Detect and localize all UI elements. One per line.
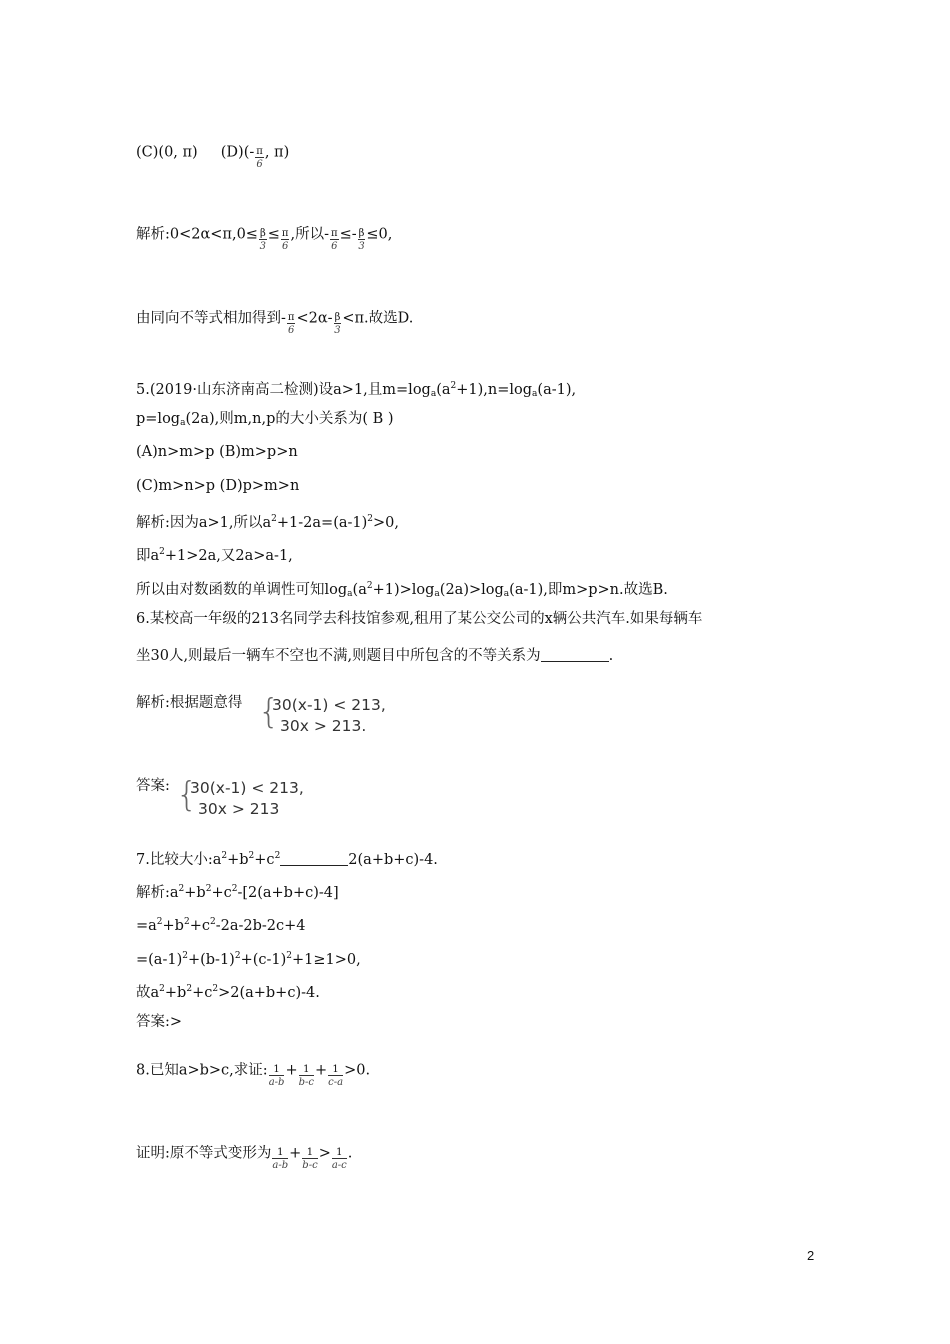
q5-options-ab: (A)n>m>p (B)m>p>n — [136, 444, 298, 460]
answer-blank — [541, 647, 609, 662]
q5-solution-line3: 所以由对数函数的单调性可知$\log_a(a^2+1)>\log_a(2a)>\log_a(a-1)$,即m>p>n.故选B. — [136, 581, 668, 599]
q6-question-line1: 6.某校高一年级的213名同学去科技馆参观,租用了某公交公司的x辆公共汽车.如果每辆车 — [136, 611, 703, 627]
q4-options-cd: (C)(0, π) (D)(- $\frac{\pi}{6}$ , π) — [136, 144, 290, 170]
brace-icon: { — [258, 692, 280, 732]
q7-solution-line3: $=(a-1)^2+(b-1)^2+(c-1)^2+1\ge 1>0$, — [136, 951, 361, 968]
q7-answer: 答案:> — [136, 1014, 183, 1030]
q8-question: 8.已知a>b>c,求证: $\frac{1}{a-b}$ + $\frac{1}{b-c}$ + $\frac{1}{c-a}$ >0. — [136, 1062, 371, 1088]
brace-icon: { — [176, 775, 198, 815]
q6-answer-label: 答案: — [136, 778, 170, 794]
q7-solution-line2: $=a^2+b^2+c^2-2a-2b-2c+4$ — [136, 917, 306, 934]
q7-solution-line1: 解析$:a^2+b^2+c^2-[2(a+b+c)-4]$ — [136, 884, 339, 901]
q7-question: 7.比较大小$:a^2+b^2+c^2$ 2(a+b+c)-4. — [136, 851, 438, 868]
q5-options-cd: (C)m>n>p (D)p>m>n — [136, 478, 300, 494]
answer-blank — [280, 851, 348, 866]
q5-solution-line1: 解析:因为a>1,所以$a^2+1-2a=(a-1)^2>0$, — [136, 514, 400, 531]
q5-question-line1: 5.(2019·山东济南高二检测)设a>1,且$m=\log_a(a^2+1),n=\log_a(a-1)$, — [136, 381, 577, 399]
q8-proof: 证明:原不等式变形为 $\frac{1}{a-b}$ + $\frac{1}{b-c}$ > $\frac{1}{a-c}$ . — [136, 1145, 353, 1171]
q5-question-line2: $p=\log_a(2a)$,则m,n,p的大小关系为( B ) — [136, 411, 394, 428]
q5-solution-line2: 即$a^2+1>2a$,又2a>a-1, — [136, 547, 293, 564]
page-number: 2 — [807, 1248, 815, 1263]
q6-question-line2: 坐30人,则最后一辆车不空也不满,则题目中所包含的不等关系为 . — [136, 648, 614, 664]
q4-solution: 解析:0<2α<π,0≤ $\frac{\beta}{3}$ ≤ $\frac{\pi}{6}$ ,所以- $\frac{\pi}{6}$ ≤- $\frac{\beta}{3}$ ≤0, — [136, 226, 393, 252]
q4-conclusion: 由同向不等式相加得到- $\frac{\pi}{6}$ <2α- $\frac{\beta}{3}$ <π.故选D. — [136, 310, 414, 336]
q6-solution-label: 解析:根据题意得 — [136, 695, 243, 711]
q7-solution-line4: 故$a^2+b^2+c^2>2(a+b+c)-4$. — [136, 984, 320, 1001]
fraction: $\frac{\pi}{6}$ — [256, 146, 263, 170]
